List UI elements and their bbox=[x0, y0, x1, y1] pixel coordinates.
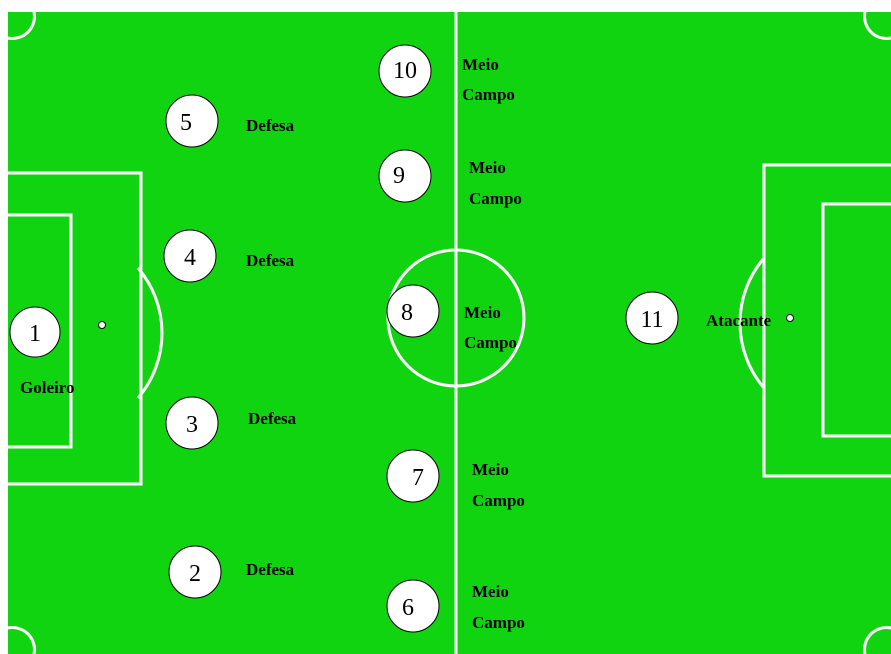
player-number: 11 bbox=[640, 307, 664, 333]
player-role-line-2: Campo bbox=[464, 333, 517, 352]
player-role-line-1: Meio bbox=[462, 55, 499, 74]
player-marker bbox=[379, 150, 431, 202]
player-role-line-1: Meio bbox=[472, 582, 509, 601]
player-marker bbox=[387, 285, 439, 337]
player-role-line-2: Campo bbox=[472, 491, 525, 510]
player-role: Atacante bbox=[706, 311, 772, 330]
left-penalty-spot bbox=[99, 322, 106, 329]
player-role-line-2: Campo bbox=[469, 189, 522, 208]
player-role-line-2: Campo bbox=[472, 613, 525, 632]
player-role-line-1: Meio bbox=[469, 158, 506, 177]
player-marker bbox=[166, 95, 218, 147]
player-role: Defesa bbox=[248, 409, 297, 428]
player-number: 9 bbox=[393, 163, 405, 189]
player-role-line-2: Campo bbox=[462, 85, 515, 104]
player-role-line-1: Meio bbox=[472, 460, 509, 479]
player-number: 6 bbox=[402, 595, 414, 621]
player-number: 10 bbox=[393, 58, 417, 84]
player-number: 5 bbox=[180, 110, 192, 136]
right-penalty-spot bbox=[787, 315, 794, 322]
player-role: Defesa bbox=[246, 251, 295, 270]
player-role: Goleiro bbox=[20, 378, 75, 397]
player-role: Defesa bbox=[246, 116, 295, 135]
player-number: 1 bbox=[29, 321, 41, 347]
player-number: 4 bbox=[184, 245, 196, 271]
player-role: Defesa bbox=[246, 560, 295, 579]
player-number: 3 bbox=[186, 412, 198, 438]
player-number: 2 bbox=[189, 561, 201, 587]
player-number: 7 bbox=[412, 465, 424, 491]
player-number: 8 bbox=[401, 300, 413, 326]
player-role-line-1: Meio bbox=[464, 303, 501, 322]
